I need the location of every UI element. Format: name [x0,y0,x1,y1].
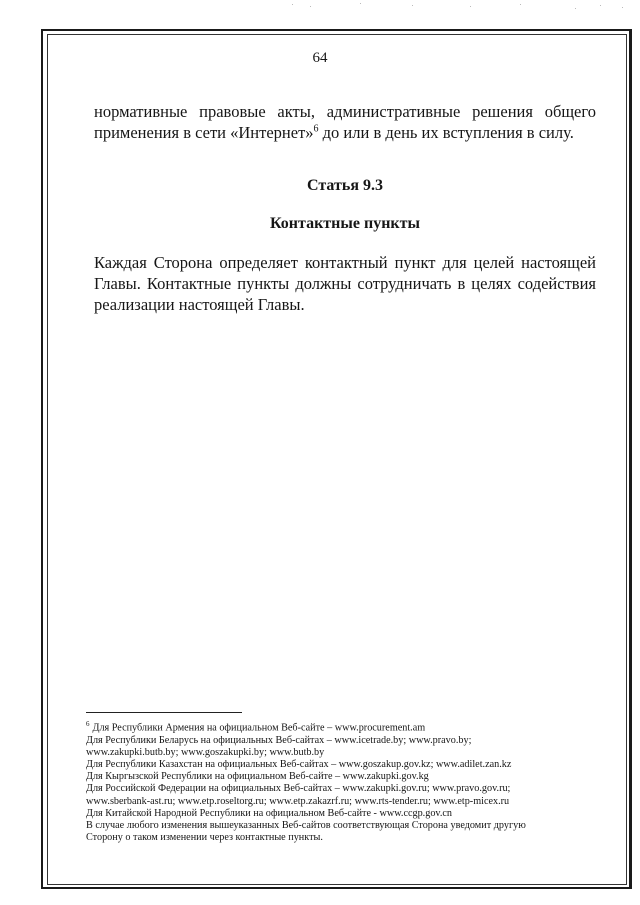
footnote-line [86,718,586,735]
footnote-line: Для Российской Федерации на официальных Веб-сайтах – www.zakupki.gov.ru; www.pravo.gov.ru; [86,783,511,795]
footnote [86,718,586,844]
footnote-reference: 6 [313,123,319,135]
scan-specks [0,0,640,14]
page-number: 64 [312,50,328,66]
footnote-separator [86,712,242,713]
footnote-line: www.zakupki.butb.by; www.goszakupki.by; www.butb.by [86,746,325,758]
paragraph-publication [94,101,596,143]
footnote-line: Для Кыргызской Республики на официальном Веб-сайте – www.zakupki.gov.kg [86,771,429,783]
footnote-line-text: Для Республики Армения на официальном Веб-сайте – www.procurement.am [92,722,426,734]
paragraph-contact-points: Каждая Сторона определяет контактный пункт для целей настоящей Главы. Контактные пункты должны сотрудничать в целях содействия реализации настоящей Главы. [94,253,596,314]
footnote-line: Для Республики Казахстан на официальных Веб-сайтах – www.goszakup.gov.kz; www.adilet.zan.kz [86,759,512,770]
footnote-line: В случае любого изменения вышеуказанных Веб-сайтов соответствующая Сторона уведомит другую [86,820,526,832]
paragraph-publication-tail: до или в день их вступления в силу. [318,123,574,142]
footnote-line: www.sberbank-ast.ru; www.etp.roseltorg.ru; www.etp.zakazrf.ru; www.rts-tender.ru; www.etp-micex.ru [86,795,510,807]
paragraph-publication-text: нормативные правовые акты, административные решения общего применения в сети «Интернет» [94,102,596,142]
footnote-number: 6 [86,720,90,728]
article-title: Контактные пункты [270,215,420,232]
footnote-line: Для Китайской Народной Республики на официальном Веб-сайте - www.ccgp.gov.cn [86,807,453,819]
article-heading: Статья 9.3 [307,177,383,194]
footnote-line: Для Республики Беларусь на официальных Веб-сайтах – www.icetrade.by; www.pravo.by; [86,734,472,746]
footnote-line: Сторону о таком изменении через контактные пункты. [86,832,323,844]
